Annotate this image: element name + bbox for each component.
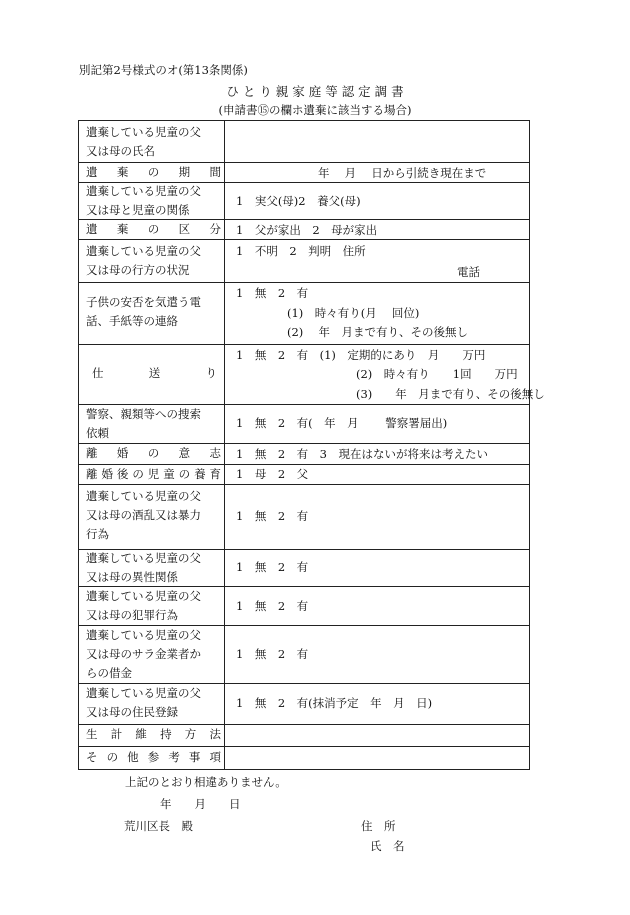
abandonment-period-label: 遺 棄 の 期 間 [86,165,221,179]
resident-registration-value: 1 無 2 有(抹消予定 年 月 日) [236,696,433,710]
contact-label: 子供の安否を気遣う電 話、手紙等の連絡 [86,295,201,328]
violence-value: 1 無 2 有 [236,509,309,523]
form-reference: 別記第2号様式のオ(第13条関係) [79,63,248,77]
search-request-value: 1 無 2 有( 年 月 警察署届出) [236,416,448,430]
custody-label: 離 婚 後 の 児 童 の 養 育 [86,467,221,481]
crime-value: 1 無 2 有 [236,599,309,613]
search-request-label: 警察、親類等への捜索 依頼 [86,407,201,440]
affair-label: 遺棄している児童の父 又は母の異性関係 [86,551,201,584]
whereabouts-label: 遺棄している児童の父 又は母の行方の状況 [86,244,201,277]
investigation-form-table [78,120,545,770]
contact-value-line1: 1 無 2 有 [236,286,309,300]
contact-value-line3: (2) 年 月まで有り、その後無し [287,325,468,339]
violence-label: 遺棄している児童の父 又は母の酒乱又は暴力 行為 [86,489,201,541]
document-title: ひ と り 親 家 庭 等 認 定 調 書 [226,84,404,99]
parent-child-relation-label: 遺棄している児童の父 又は母と児童の関係 [86,184,201,217]
crime-label: 遺棄している児童の父 又は母の犯罪行為 [86,589,201,622]
applicant-address-label: 住 所 [361,819,396,833]
remittance-value-line3: (3) 年 月まで有り、その後無し [356,387,545,401]
remittance-value-line2: (2) 時々有り 1回 万円 [356,367,518,381]
loan-label: 遺棄している児童の父 又は母のサラ金業者か らの借金 [86,628,201,680]
affair-value: 1 無 2 有 [236,560,309,574]
divorce-intent-label: 離 婚 の 意 志 [86,446,221,460]
livelihood-label: 生 計 維 持 方 法 [86,727,221,741]
loan-value: 1 無 2 有 [236,647,309,661]
remittance-value-line1: 1 無 2 有 (1) 定期的にあり 月 万円 [236,348,486,362]
whereabouts-value: 1 不明 2 判明 住所 [236,244,366,258]
abandonment-type-value: 1 父が家出 2 母が家出 [236,223,378,237]
abandonment-type-label: 遺 棄 の 区 分 [86,222,221,236]
resident-registration-label: 遺棄している児童の父 又は母の住民登録 [86,686,201,719]
certification-date: 年 月 日 [160,797,241,811]
applicant-name-label: 氏 名 [370,839,405,853]
document-subtitle: (申請書⑮の欄ホ遺棄に該当する場合) [218,103,412,117]
custody-value: 1 母 2 父 [236,467,309,481]
contact-value-line2: (1) 時々有り(月 回位) [287,306,420,320]
certification-statement: 上記のとおり相違ありません。 [125,775,287,789]
divorce-intent-value: 1 無 2 有 3 現在はないが将来は考えたい [236,447,488,461]
whereabouts-phone-label: 電話 [457,265,480,279]
addressee: 荒川区長 殿 [124,819,193,833]
abandonment-period-value: 年 月 日から引続き現在まで [318,166,487,180]
other-notes-label: そ の 他 参 考 事 項 [86,750,221,764]
absent-parent-name-label: 遺棄している児童の父 又は母の氏名 [86,125,201,158]
parent-child-relation-value: 1 実父(母)2 養父(母) [236,194,361,208]
remittance-label: 仕 送 り [92,366,217,380]
